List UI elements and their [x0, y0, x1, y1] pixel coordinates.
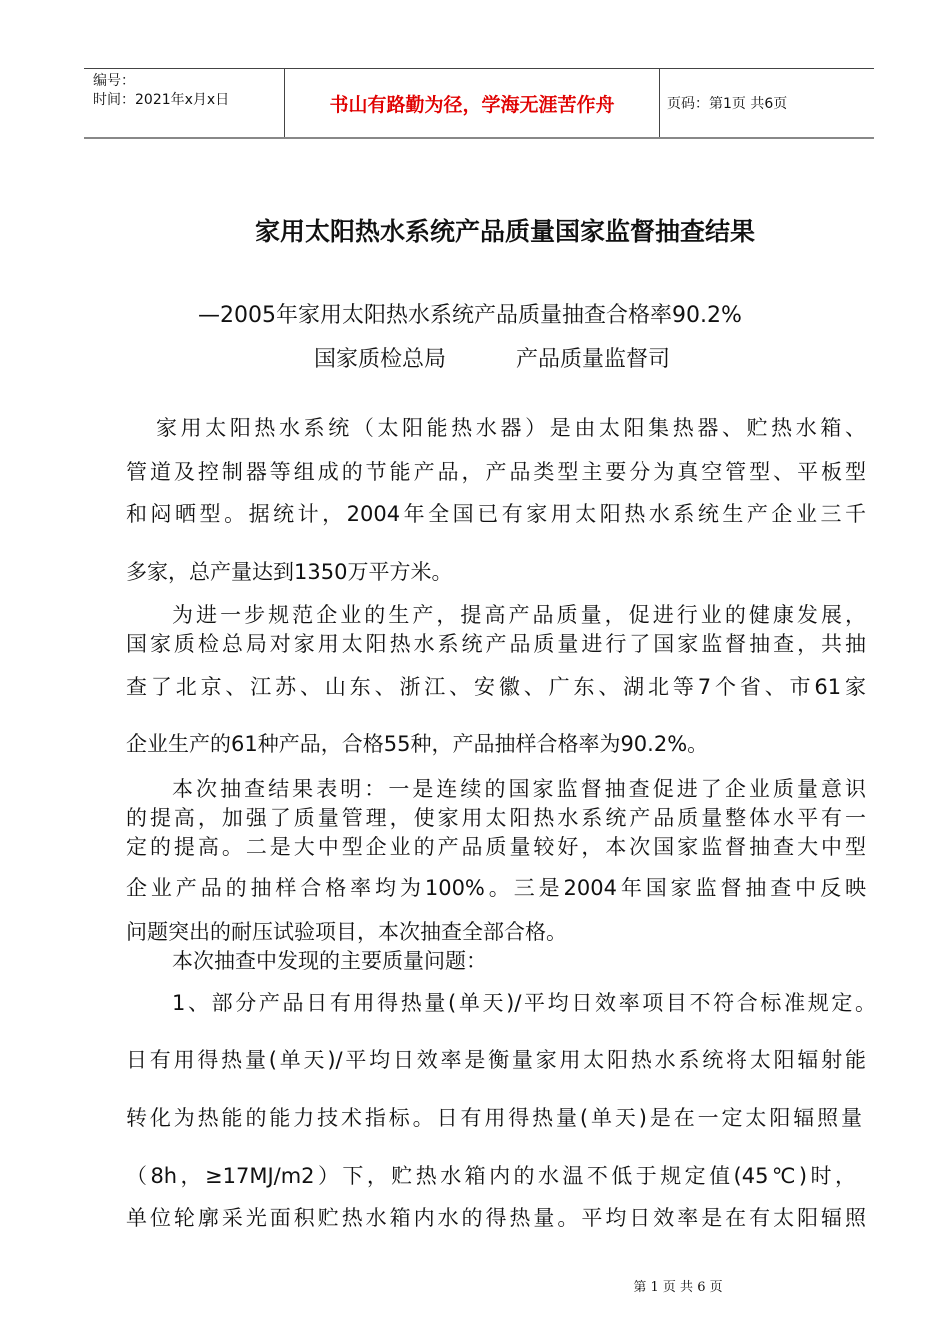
header-page-info: 页码：第1页 共6页 [667, 96, 788, 112]
header-motto: 书山有路勤为径，学海无涯苦作舟 [284, 69, 660, 137]
body-line: 和闷晒型。据统计，2004年全国已有家用太阳热水系统生产企业三千 [126, 502, 866, 526]
header-meta-cell [84, 69, 284, 137]
body-line: 定的提高。二是大中型企业的产品质量较好，本次国家监督抽查大中型 [126, 835, 866, 859]
body-line: 本次抽查中发现的主要质量问题： [172, 949, 487, 973]
body-line: 问题突出的耐压试验项目，本次抽查全部合格。 [126, 920, 567, 944]
body-line: 的提高，加强了质量管理，使家用太阳热水系统产品质量整体水平有一 [126, 806, 866, 830]
author-agency: 国家质检总局 [314, 347, 447, 372]
body-line: 1、部分产品日有用得热量(单天)/平均日效率项目不符合标准规定。 [172, 991, 876, 1015]
body-line: 多家，总产量达到1350万平方米。 [126, 560, 453, 584]
body-line: 单位轮廓采光面积贮热水箱内水的得热量。平均日效率是在有太阳辐照 [126, 1206, 866, 1230]
body-line: 查了北京、江苏、山东、浙江、安徽、广东、湖北等7个省、市61家 [126, 675, 866, 699]
page-footer: 第 1 页 共 6 页 [633, 1280, 723, 1295]
body-line: 本次抽查结果表明：一是连续的国家监督抽查促进了企业质量意识 [172, 777, 866, 801]
body-line: 为进一步规范企业的生产，提高产品质量，促进行业的健康发展， [172, 603, 866, 627]
body-line: 家用太阳热水系统（太阳能热水器）是由太阳集热器、贮热水箱、 [156, 416, 866, 440]
document-title: 家用太阳热水系统产品质量国家监督抽查结果 [254, 217, 755, 246]
document-header-table [84, 68, 874, 139]
author-department: 产品质量监督司 [516, 347, 671, 372]
body-line: 国家质检总局对家用太阳热水系统产品质量进行了国家监督抽查，共抽 [126, 632, 866, 656]
body-line: 转化为热能的能力技术指标。日有用得热量(单天)是在一定太阳辐照量 [126, 1106, 862, 1130]
document-number-label: 编号： [93, 73, 135, 89]
body-line: 企业生产的61种产品，合格55种，产品抽样合格率为90.2%。 [126, 732, 709, 756]
body-line: 企业产品的抽样合格率均为100%。三是2004年国家监督抽查中反映 [126, 876, 866, 900]
body-line: 管道及控制器等组成的节能产品，产品类型主要分为真空管型、平板型 [126, 460, 866, 484]
document-date: 时间：2021年x月x日 [93, 92, 230, 108]
body-line: 日有用得热量(单天)/平均日效率是衡量家用太阳热水系统将太阳辐射能 [126, 1048, 866, 1072]
body-line: （8h，≥17MJ/m2）下，贮热水箱内的水温不低于规定值(45℃)时， [126, 1164, 856, 1188]
document-subtitle: —2005年家用太阳热水系统产品质量抽查合格率90.2% [198, 303, 742, 328]
